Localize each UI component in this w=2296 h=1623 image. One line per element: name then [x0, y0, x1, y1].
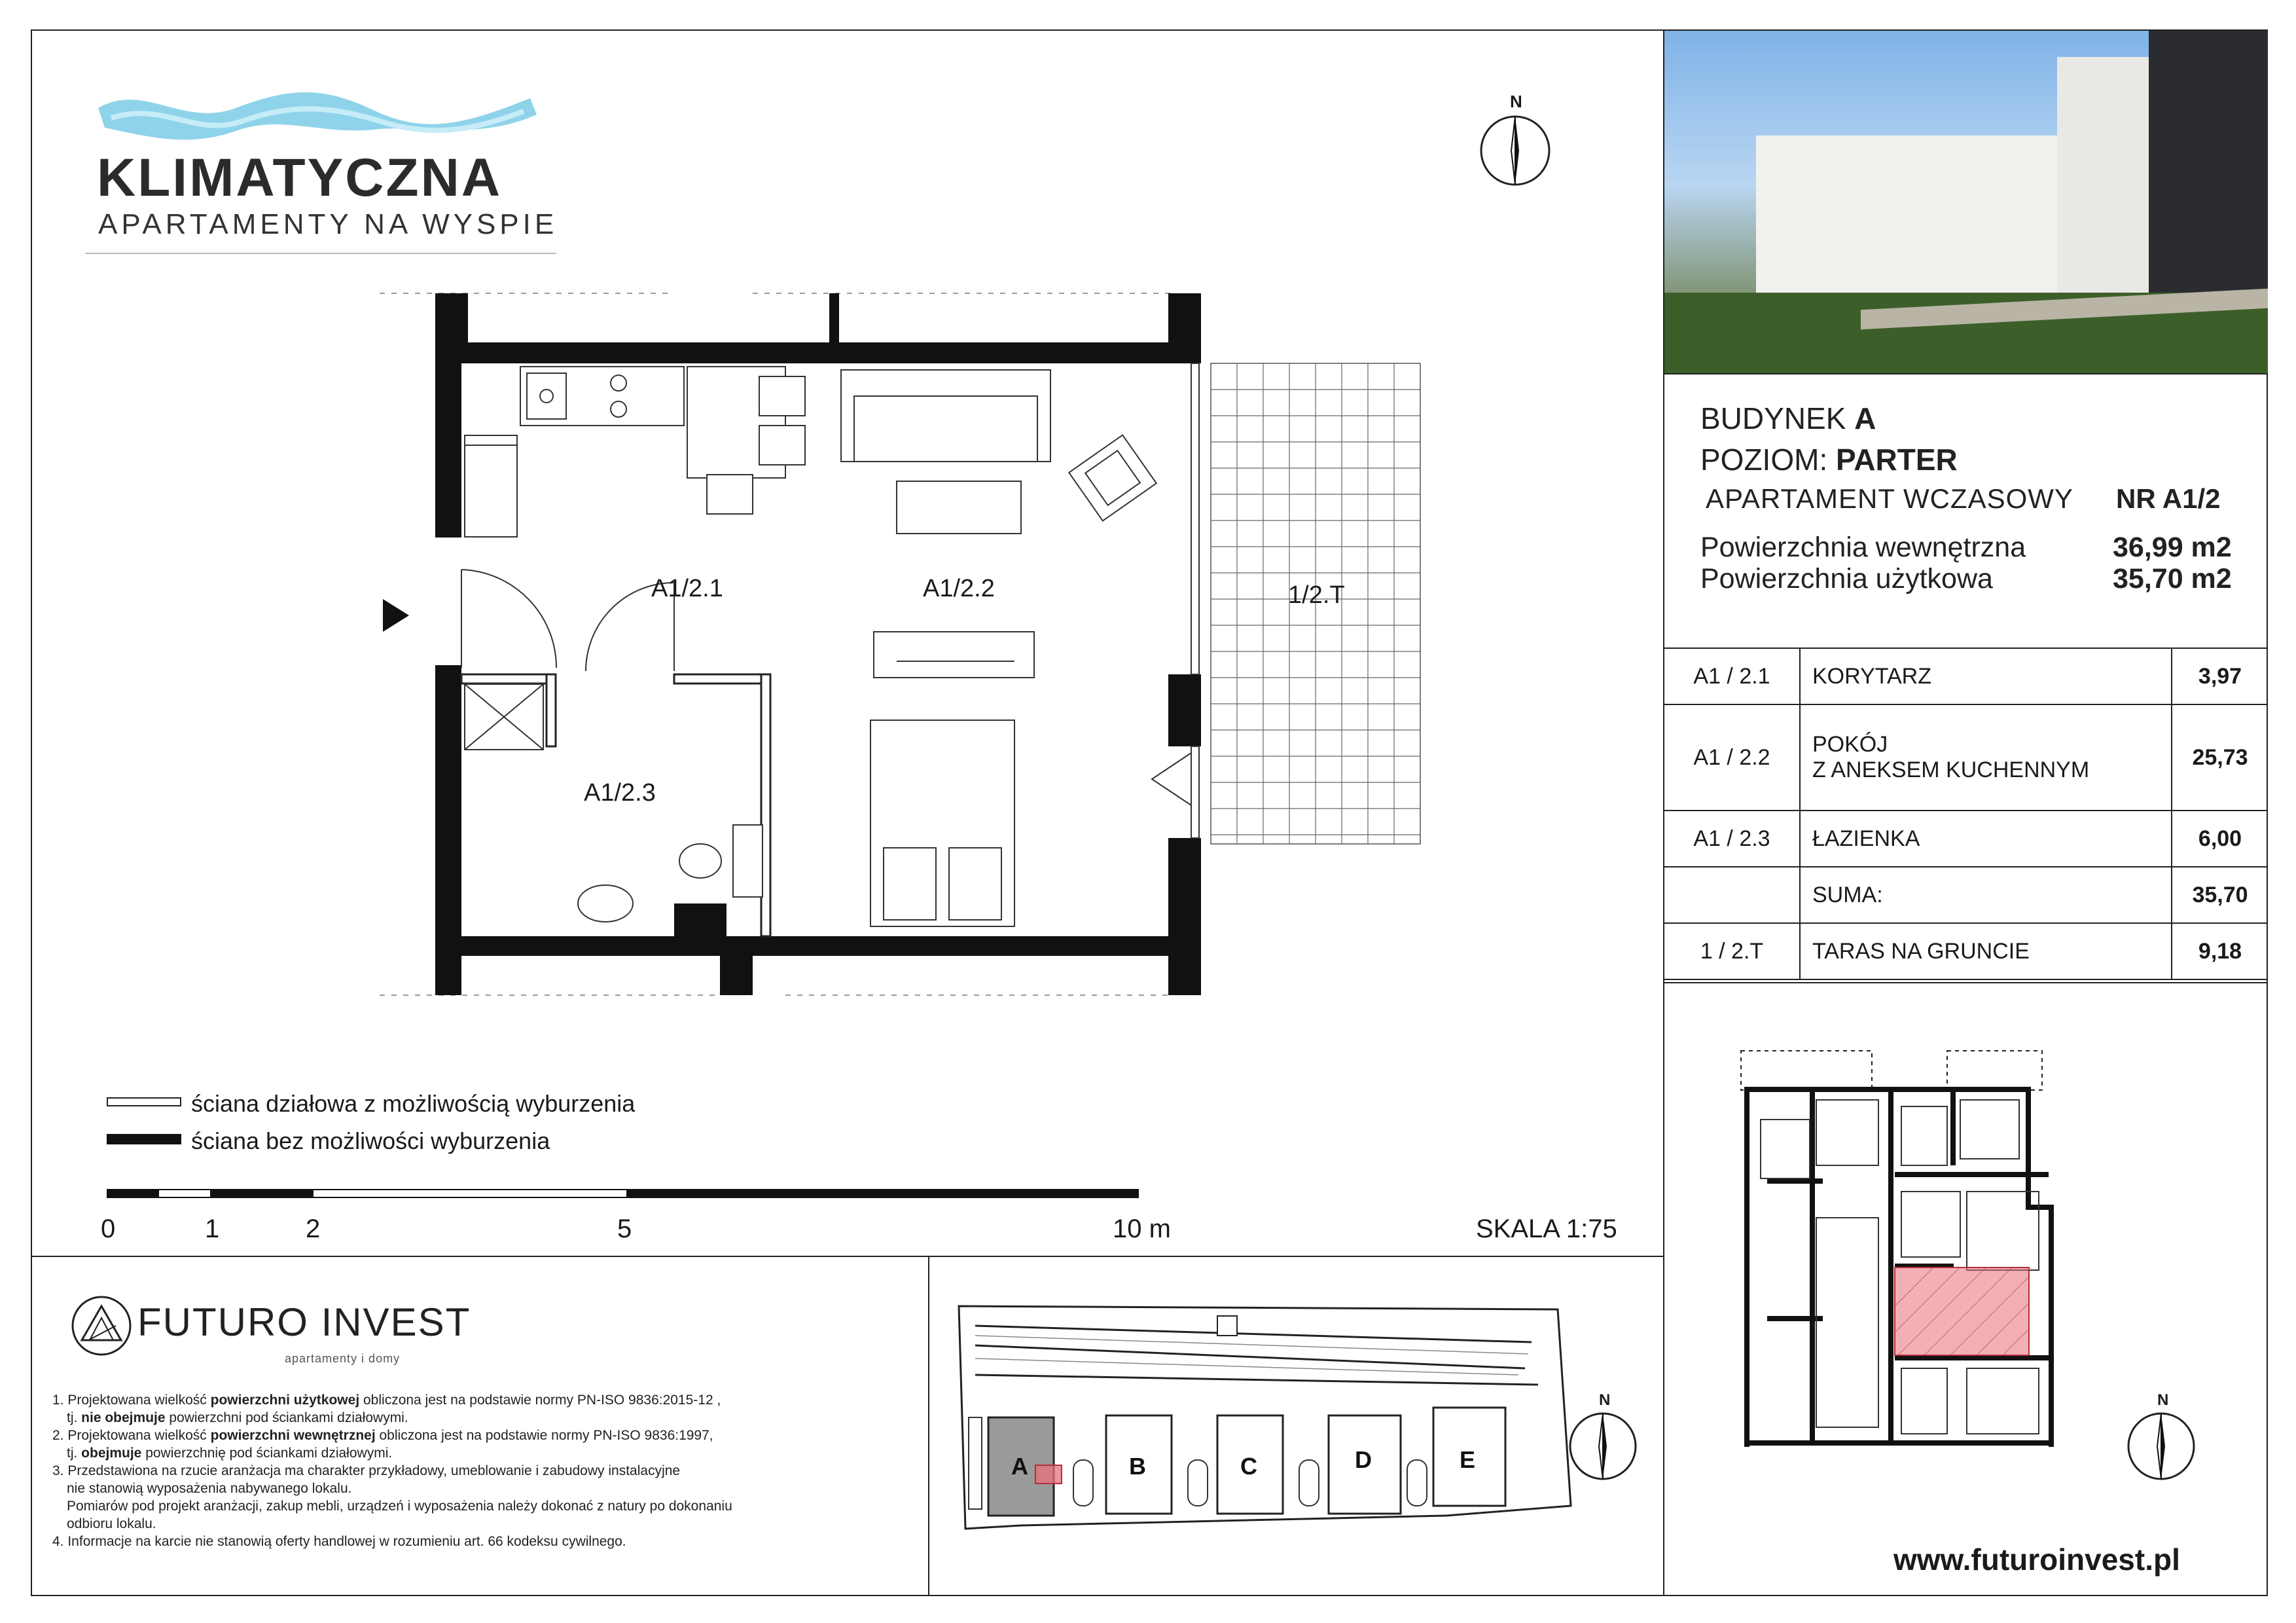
site-building-b: B	[1129, 1453, 1146, 1480]
room-label-living: A1/2.2	[923, 575, 995, 602]
scale-tick-10: 10 m	[1113, 1214, 1171, 1243]
table-cell-value: 3,97	[2172, 648, 2268, 704]
note-1-text-a: 1. Projektowana wielkość	[52, 1393, 211, 1408]
compass-icon	[2125, 1410, 2198, 1483]
note-1-cont	[52, 1409, 897, 1427]
table-cell-code: A1 / 2.1	[1664, 648, 1800, 704]
legend-structural-swatch	[107, 1134, 181, 1144]
scale-tick-2: 2	[306, 1214, 321, 1243]
north-arrow	[1476, 92, 1554, 190]
room-label-terrace: 1/2.T	[1288, 581, 1345, 609]
logo-rule	[85, 253, 556, 254]
note-1-text-d: tj.	[67, 1410, 82, 1425]
divider-info-bottom	[1663, 982, 2268, 983]
rooms-table	[1664, 647, 2268, 980]
area-usable-label: Powierzchnia użytkowa	[1700, 563, 1993, 594]
building-render-image	[1664, 31, 2268, 373]
table-row	[1664, 923, 2268, 979]
logo-title: KLIMATYCZNA	[97, 148, 503, 208]
table-row	[1664, 811, 2268, 867]
site-building-a: A	[1011, 1453, 1028, 1480]
scale-label: SKALA 1:75	[1476, 1214, 1617, 1243]
note-2	[52, 1427, 897, 1444]
legend-structural: ściana bez możliwości wyburzenia	[191, 1127, 550, 1154]
level-line	[1700, 442, 1958, 477]
table-cell-code: A1 / 2.3	[1664, 811, 1800, 867]
note-3-cont-3: odbioru lokalu.	[67, 1516, 156, 1531]
level-label: POZIOM:	[1700, 443, 1828, 477]
note-1-bold-2: nie obejmuje	[81, 1410, 166, 1425]
compass-icon	[1566, 1410, 1640, 1483]
note-2-cont	[52, 1444, 897, 1462]
divider-bottom-middle	[928, 1256, 929, 1596]
area-usable-value: 35,70 m2	[2113, 563, 2232, 594]
area-internal-label: Powierzchnia wewnętrzna	[1700, 532, 2026, 563]
apartment-value: NR A1/2	[2116, 483, 2221, 514]
scale-seg-1	[108, 1190, 159, 1197]
note-2-bold-2: obejmuje	[81, 1446, 142, 1461]
building-line	[1700, 401, 1876, 436]
table-cell-value: 9,18	[2172, 923, 2268, 979]
note-1	[52, 1391, 897, 1409]
site-north-arrow	[1566, 1391, 1640, 1489]
scale-seg-2	[210, 1190, 314, 1197]
apartment-label: APARTAMENT WCZASOWY	[1706, 483, 2073, 514]
table-cell-name: SUMA:	[1800, 867, 2172, 923]
note-2-text-c: obliczona jest na podstawie normy PN-ISO 9836:1997,	[375, 1428, 713, 1443]
table-row	[1664, 704, 2268, 811]
site-building-c: C	[1240, 1453, 1257, 1480]
note-2-text-f: powierzchnię pod ściankami działowymi.	[141, 1446, 393, 1461]
divider-horizontal-bottom	[31, 1256, 1664, 1257]
divider-info-top	[1663, 373, 2268, 374]
brand-name: FUTURO INVEST	[137, 1300, 471, 1344]
key-north-label: N	[2157, 1391, 2169, 1409]
table-cell-value: 35,70	[2172, 867, 2268, 923]
note-1-text-f: powierzchni pod ściankami działowymi.	[165, 1410, 408, 1425]
site-north-label: N	[1599, 1391, 1611, 1409]
room-label-bathroom: A1/2.3	[584, 779, 656, 807]
table-cell-value: 25,73	[2172, 704, 2268, 811]
table-row	[1664, 648, 2268, 704]
note-4: 4. Informacje na karcie nie stanowią oferty handlowej w rozumieniu art. 66 kodeksu cywilnego.	[52, 1534, 626, 1549]
wave-icon	[85, 79, 543, 151]
scale-tick-5: 5	[617, 1214, 632, 1243]
site-building-e: E	[1460, 1446, 1476, 1473]
table-cell-name	[1800, 704, 2172, 811]
notes	[52, 1391, 897, 1550]
scale-seg-3	[626, 1190, 1138, 1197]
table-cell-name: KORYTARZ	[1800, 648, 2172, 704]
logo-subtitle: APARTAMENTY NA WYSPIE	[98, 208, 558, 240]
table-cell-code: A1 / 2.2	[1664, 704, 1800, 811]
note-1-bold: powierzchni użytkowej	[210, 1393, 360, 1408]
table-cell-name-line2: Z ANEKSEM KUCHENNYM	[1812, 757, 2090, 782]
floor-plan	[367, 282, 1479, 1021]
key-highlight	[1895, 1267, 2029, 1355]
note-2-bold: powierzchni wewnętrznej	[210, 1428, 376, 1443]
scale-tick-1: 1	[205, 1214, 220, 1243]
building-value: A	[1854, 401, 1876, 435]
note-2-text-a: 2. Projektowana wielkość	[52, 1428, 211, 1443]
scale-tick-0: 0	[101, 1214, 116, 1243]
futuro-logo-icon	[69, 1293, 134, 1359]
site-plan	[949, 1296, 1577, 1571]
north-label: N	[1510, 92, 1522, 111]
note-2-text-d: tj.	[67, 1446, 82, 1461]
table-cell-name: TARAS NA GRUNCIE	[1800, 923, 2172, 979]
table-row	[1664, 867, 2268, 923]
note-3-cont-1: nie stanowią wyposażenia nabywanego lokalu.	[67, 1481, 352, 1496]
brand-sub: apartamenty i domy	[285, 1352, 401, 1365]
site-building-d: D	[1355, 1446, 1372, 1473]
table-cell-code	[1664, 867, 1800, 923]
legend-partition-swatch	[107, 1097, 181, 1106]
legend-partition: ściana działowa z możliwością wyburzenia	[191, 1090, 636, 1117]
floor-key-plan	[1734, 1048, 2101, 1453]
scale-bar	[107, 1189, 1139, 1198]
table-cell-code: 1 / 2.T	[1664, 923, 1800, 979]
website: www.futuroinvest.pl	[1893, 1542, 2180, 1577]
compass-icon	[1476, 111, 1554, 190]
table-cell-value: 6,00	[2172, 811, 2268, 867]
key-north-arrow	[2125, 1391, 2198, 1489]
note-3-cont-2: Pomiarów pod projekt aranżacji, zakup mebli, urządzeń i wyposażenia należy dokonać z natury po dokonaniu	[67, 1499, 732, 1514]
note-3: 3. Przedstawiona na rzucie aranżacja ma charakter przykładowy, umeblowanie i zabudowy instalacyjne	[52, 1463, 681, 1478]
building-label: BUDYNEK	[1700, 401, 1846, 435]
level-value: PARTER	[1836, 443, 1958, 477]
table-cell-name: ŁAZIENKA	[1800, 811, 2172, 867]
room-label-corridor: A1/2.1	[651, 575, 723, 602]
area-internal-value: 36,99 m2	[2113, 532, 2232, 563]
render-building-back	[1756, 136, 2096, 306]
note-1-text-c: obliczona jest na podstawie normy PN-ISO 9836:2015-12 ,	[359, 1393, 721, 1408]
table-cell-name-line1: POKÓJ	[1812, 732, 1888, 757]
